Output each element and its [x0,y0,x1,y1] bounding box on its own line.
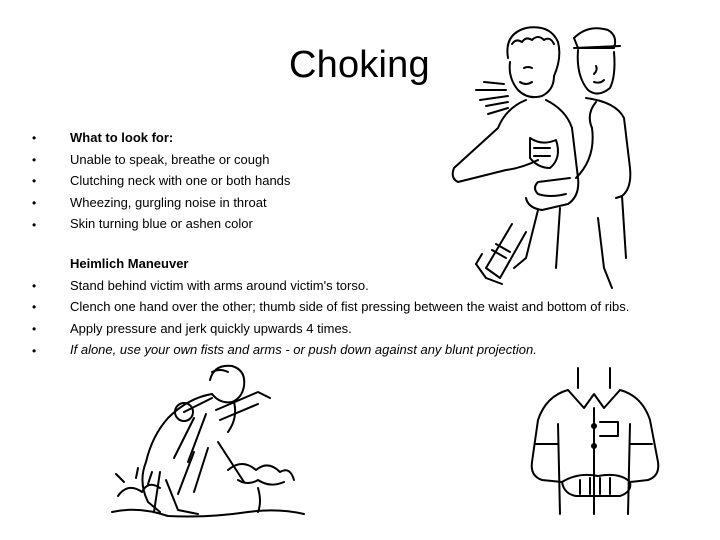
symptoms-section [70,127,290,235]
bullet-marker: • [32,174,37,188]
symptom-item: Wheezing, gurgling noise in throat [70,194,267,210]
bullet-marker: • [32,322,37,336]
heimlich-heading: Heimlich Maneuver [70,256,189,271]
symptom-item: Skin turning blue or ashen color [70,216,253,231]
bullet-marker: • [32,300,37,314]
bullet-marker: • [32,196,37,210]
symptoms-heading: What to look for: [70,130,174,145]
heimlich-step: Apply pressure and jerk quickly upwards 4 times. [70,320,352,336]
self-heimlich-illustration [108,362,308,532]
heimlich-step: Stand behind victim with arms around victim's torso. [70,277,369,293]
self-fist-illustration [528,364,668,534]
bullet-marker: • [32,218,37,232]
heimlich-alone-note: If alone, use your own fists and arms - or push down against any blunt projection. [70,342,537,357]
bullet-marker: • [32,279,37,293]
slide-title: Choking [289,44,430,86]
symptom-item: Unable to speak, breathe or cough [70,151,270,167]
bullet-marker: • [32,344,37,358]
bullet-marker: • [32,131,37,145]
heimlich-section [70,253,629,361]
symptom-item: Clutching neck with one or both hands [70,173,291,188]
bullet-marker: • [32,153,37,167]
heimlich-step: Clench one hand over the other; thumb side of fist pressing between the waist and bottom of ribs. [70,299,630,314]
heimlich-pair-illustration [446,18,636,290]
